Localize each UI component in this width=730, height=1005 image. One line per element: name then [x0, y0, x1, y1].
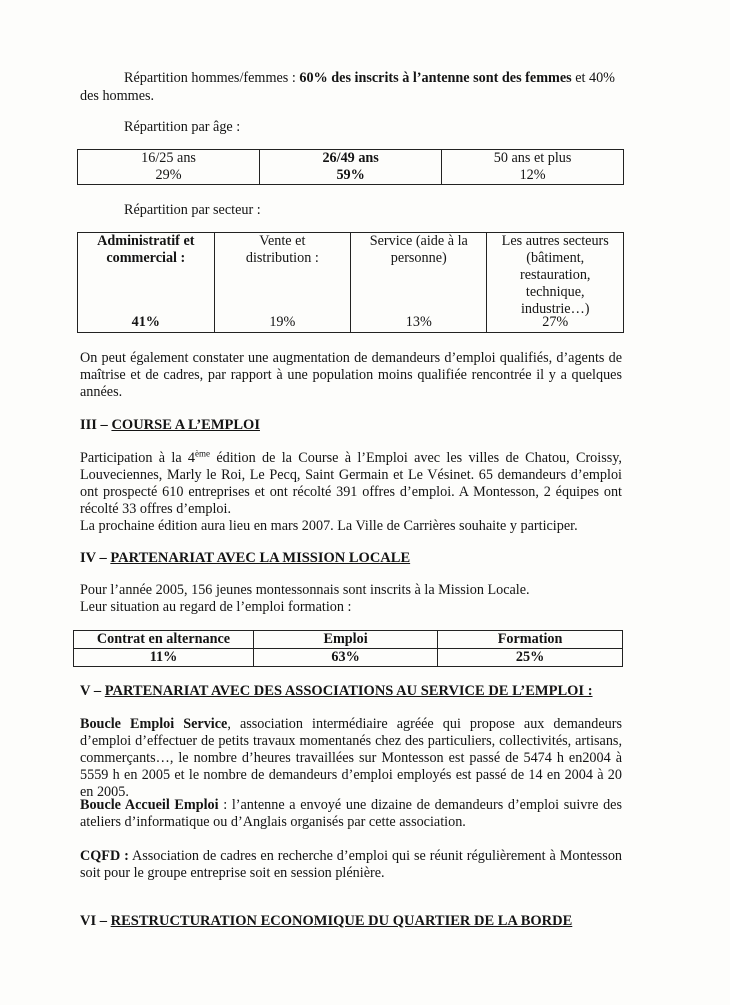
table-row — [78, 233, 624, 333]
age-pct-2: 59% — [336, 167, 365, 183]
section-4-line-2: Leur situation au regard de l’emploi formation : — [80, 599, 352, 615]
gender-line-1 — [124, 70, 629, 87]
age-label: Répartition par âge : — [124, 119, 241, 135]
gender-line-2: des hommes. — [80, 88, 155, 104]
age-range-1: 16/25 ans — [141, 150, 196, 166]
sector-cell-3 — [351, 233, 487, 333]
sector-head-2a: Vente et — [259, 233, 306, 249]
section-3-text-b: édition de la Course à l’Emploi avec les villes de Chatou, Croissy, Louveciennes, Marly le Roi, Le Pecq, Saint Germain et Le Vésinet. 65 demandeurs d’emploi ont prospecté 610 entreprises et ont récolté 391 offres d’emploi. A Montesson, 2 équipes ont récolté 33 offres d’emploi. — [80, 450, 622, 517]
age-pct-3: 12% — [519, 167, 546, 183]
section-5-title: PARTENARIAT AVEC DES ASSOCIATIONS AU SERVICE DE L’EMPLOI : — [104, 683, 593, 699]
section-3-paragraph — [80, 450, 622, 518]
ml-head-1: Contrat en alternance — [74, 631, 254, 649]
age-pct-1: 29% — [155, 167, 182, 183]
gender-label: Répartition hommes/femmes : — [124, 70, 300, 86]
section-3-next-edition: La prochaine édition aura lieu en mars 2007. La Ville de Carrières souhaite y participer. — [80, 518, 578, 534]
sector-head-3b: personne) — [390, 250, 447, 266]
ml-pct-1: 11% — [74, 649, 254, 667]
sector-head-4e: industrie…) — [520, 301, 590, 317]
age-range-3: 50 ans et plus — [493, 150, 572, 166]
bes-paragraph — [80, 716, 622, 801]
section-6-num: VI – — [80, 913, 111, 929]
table-row — [74, 649, 623, 667]
sector-head-2b: distribution : — [245, 250, 319, 266]
ml-pct-3: 25% — [438, 649, 623, 667]
sector-pct-2: 19% — [269, 314, 296, 330]
section-4-heading — [80, 550, 410, 567]
bae-paragraph — [80, 797, 622, 831]
sector-label: Répartition par secteur : — [124, 202, 261, 218]
sector-cell-1 — [78, 233, 215, 333]
ml-head-2: Emploi — [254, 631, 438, 649]
bes-text: , association intermédiaire agréée qui propose aux demandeurs d’emploi d’effectuer de petits travaux momentanés chez des particuliers, collectivités, artisans, commerçants…, le nombre d’heures travaillées sur Montesson est passé de 5474 h en2004 à 5559 h en 2005 et le nombre de demandeurs d’emploi employés est passé de 14 en 2004 à 20 en 2005. — [80, 716, 622, 800]
sector-pct-4: 27% — [542, 314, 569, 330]
age-cell-2 — [260, 150, 442, 185]
qualified-paragraph: On peut également constater une augmentation de demandeurs d’emploi qualifiés, d’agents de maîtrise et de cadres, par rapport à une population moins qualifiée rencontrée il y a quelques années. — [80, 350, 622, 400]
ml-head-3: Formation — [438, 631, 623, 649]
gender-tail-1: et 40% — [571, 70, 615, 86]
age-range-2: 26/49 ans — [322, 150, 379, 166]
bae-text: : l’antenne a envoyé une dizaine de demandeurs d’emploi suivre des ateliers d’informatique ou d’Anglais organisés par cette association. — [80, 797, 622, 830]
sector-head-4a: Les autres secteurs — [501, 233, 609, 249]
table-row — [78, 150, 624, 185]
section-4-line-1: Pour l’année 2005, 156 jeunes montessonnais sont inscrits à la Mission Locale. — [80, 582, 530, 598]
section-3-text-a: Participation à la 4 — [80, 450, 196, 466]
sector-pct-1: 41% — [131, 314, 160, 330]
section-3-heading — [80, 417, 260, 434]
mission-locale-table — [73, 630, 623, 667]
section-3-sup: ème — [195, 448, 211, 459]
section-3-num: III – — [80, 417, 112, 433]
sector-head-4d: technique, — [525, 284, 585, 300]
cqfd-paragraph — [80, 848, 622, 882]
section-6-heading — [80, 913, 572, 930]
sector-head-4b: (bâtiment, — [526, 250, 585, 266]
section-4-title: PARTENARIAT AVEC LA MISSION LOCALE — [110, 550, 411, 566]
table-row — [74, 631, 623, 649]
age-cell-3 — [442, 150, 624, 185]
sector-head-1a: Administratif et — [97, 233, 195, 249]
bae-name: Boucle Accueil Emploi — [80, 797, 219, 813]
sector-cell-4 — [487, 233, 624, 333]
age-table — [77, 149, 624, 185]
sector-cell-2 — [214, 233, 350, 333]
sector-pct-3: 13% — [405, 314, 432, 330]
ml-pct-2: 63% — [254, 649, 438, 667]
gender-bold: 60% des inscrits à l’antenne sont des femmes — [299, 70, 572, 86]
bes-name: Boucle Emploi Service — [80, 716, 228, 732]
sector-head-4c: restauration, — [519, 267, 591, 283]
section-3-title: COURSE A L’EMPLOI — [111, 417, 260, 433]
section-6-title: RESTRUCTURATION ECONOMIQUE DU QUARTIER DE LA BORDE — [110, 913, 573, 929]
section-5-num: V – — [80, 683, 105, 699]
sector-head-1b: commercial : — [106, 250, 186, 266]
section-5-heading — [80, 683, 593, 700]
sector-table — [77, 232, 624, 333]
age-cell-1 — [78, 150, 260, 185]
sector-head-3a: Service (aide à la — [369, 233, 468, 249]
cqfd-name: CQFD : — [80, 848, 129, 864]
cqfd-text: Association de cadres en recherche d’emploi qui se réunit régulièrement à Montesson soit pour le groupe entreprise soit en session plénière. — [80, 848, 623, 881]
section-4-num: IV – — [80, 550, 111, 566]
